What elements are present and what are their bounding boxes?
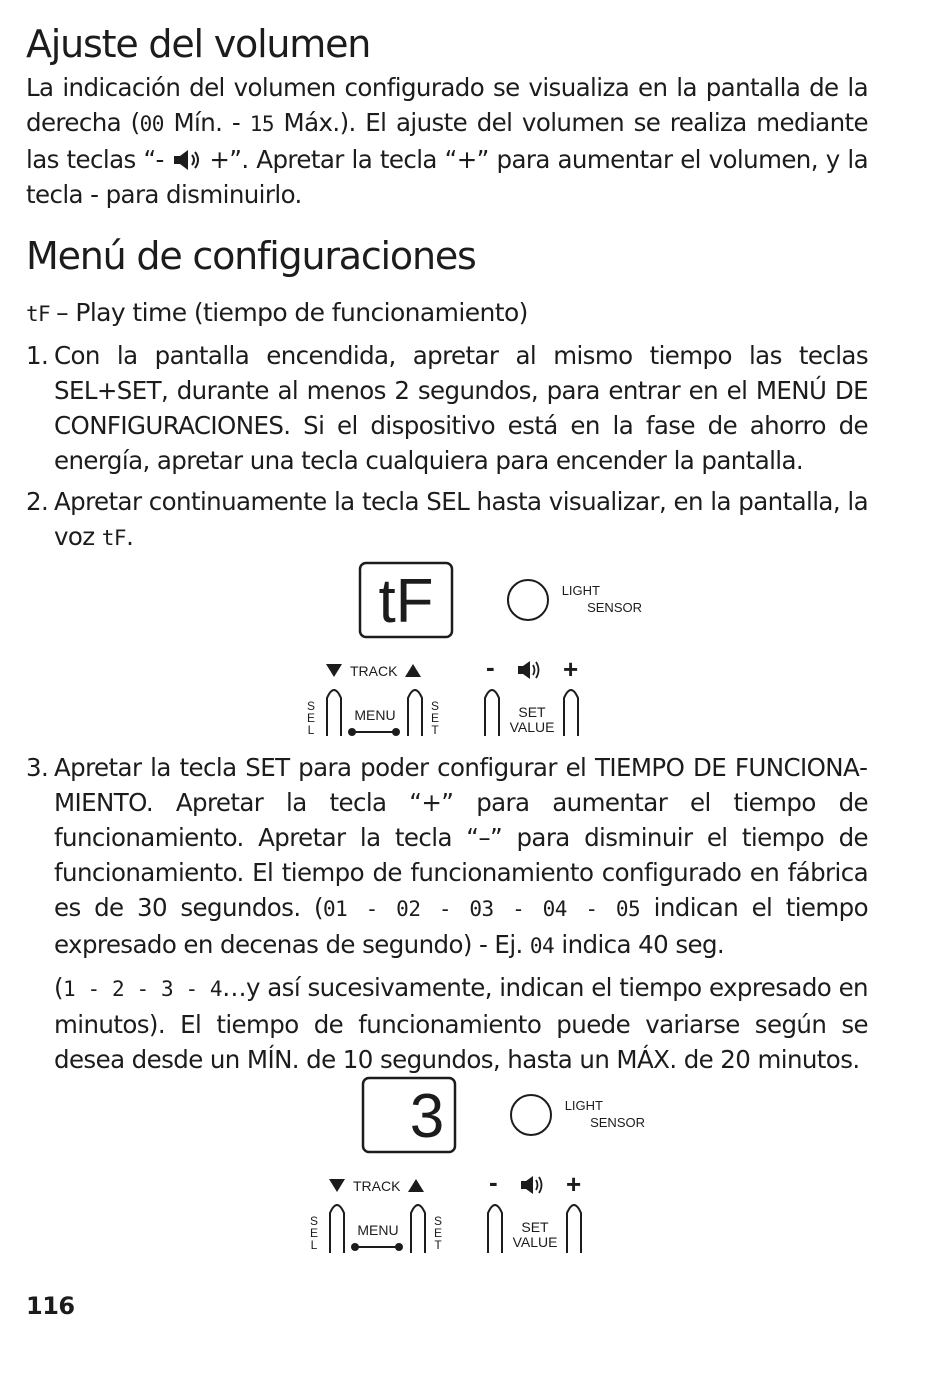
minus-label: -: [486, 652, 495, 682]
light-sensor-icon: [511, 1095, 551, 1135]
arrow-up-icon: [405, 664, 421, 677]
svg-text:S: S: [430, 699, 440, 713]
set-key[interactable]: [408, 690, 422, 736]
set-value-label: VALUE: [509, 719, 555, 735]
steps-list-a: [26, 338, 868, 556]
speaker-icon: [518, 661, 539, 679]
plus-key[interactable]: [567, 1205, 581, 1253]
plus-label: +: [563, 654, 579, 684]
arrow-down-icon: [329, 1179, 345, 1192]
minus-label: -: [489, 1167, 498, 1197]
steps-list-b: [26, 750, 868, 1077]
svg-text:T: T: [431, 723, 439, 737]
set-key[interactable]: [411, 1205, 425, 1253]
light-sensor-label: LIGHT: [561, 583, 600, 598]
set-value-label: SET: [521, 1219, 549, 1235]
menu-connector-dot: [395, 1243, 403, 1251]
lcd-code-max: 15: [249, 112, 274, 136]
track-label: TRACK: [353, 1178, 401, 1194]
arrow-up-icon: [408, 1179, 424, 1192]
svg-text:E: E: [309, 1226, 319, 1240]
sel-key[interactable]: [327, 690, 341, 736]
menu-connector-dot: [348, 728, 356, 736]
svg-text:E: E: [430, 711, 440, 725]
minus-key[interactable]: [485, 690, 499, 736]
svg-text:S: S: [306, 699, 316, 713]
lcd-codes-decades: 01 - 02 - 03 - 04 - 05: [322, 897, 641, 921]
subheading-play-time: tF – Play time (tiempo de funcionamiento): [26, 298, 528, 327]
light-sensor-icon: [508, 580, 548, 620]
svg-text:L: L: [307, 723, 315, 737]
set-value-label: SET: [518, 704, 546, 720]
set-key-label: [431, 699, 439, 737]
svg-text:E: E: [306, 711, 316, 725]
control-panel-figure-2: [284, 1075, 645, 1257]
plus-label: +: [566, 1169, 582, 1199]
menu-connector-dot: [351, 1243, 359, 1251]
sel-key-label: [307, 699, 315, 737]
lcd-code-min: 00: [139, 112, 164, 136]
control-panel-figure-1: [281, 560, 642, 740]
lcd-display-value: 3: [409, 1082, 445, 1151]
list-item: 2. Apretar continuamente la tecla SEL hasta visualizar, en la pantalla, la voz tF.: [26, 487, 868, 551]
light-sensor-label: LIGHT: [564, 1098, 603, 1113]
speaker-icon: [521, 1176, 542, 1194]
svg-text:E: E: [433, 1226, 443, 1240]
menu-label: MENU: [357, 1222, 399, 1238]
svg-text:T: T: [434, 1238, 442, 1252]
track-label: TRACK: [350, 663, 398, 679]
arrow-down-icon: [326, 664, 342, 677]
light-sensor-label: SENSOR: [587, 600, 642, 615]
menu-label: MENU: [354, 707, 396, 723]
list-item: 3. Apretar la tecla SET para poder configurar el TIEMPO DE FUNCIONAMIENTO. Apretar la tecla “+” para aumentar el tiempo de funcionamiento. Apretar la tecla “–” para disminuir el tiempo de funcionamiento. El tiempo de funcionamiento configurado en fábrica es de 30 segundos. (01 - 02 - 03 - 04 - 05 indican el tiempo expresado en decenas de segundo) - Ej. 04 indica 40 seg.: [26, 753, 868, 959]
lcd-display-value: tF: [378, 567, 434, 636]
speaker-icon: [172, 149, 202, 171]
svg-text:L: L: [310, 1238, 318, 1252]
volume-paragraph: La indicación del volumen configurado se visualiza en la pantalla de la derecha (00 Mín. - 15 Máx.). El ajuste del volumen se realiza mediante las teclas “- +”. Apretar la tecla “+” para aumentar el volumen, y la tecla - para disminuirlo.: [26, 73, 868, 209]
svg-text:S: S: [433, 1214, 443, 1228]
lcd-code-tf: tF: [101, 526, 127, 550]
list-item: (1 - 2 - 3 - 4…y así sucesivamente, indican el tiempo expresado en minutos). El tiempo de funcionamiento puede variarse según se desea desde un MÍN. de 10 segundos, hasta un MÁX. de 20 minutos.: [54, 973, 868, 1074]
sel-key[interactable]: [330, 1205, 344, 1253]
section-title-volume: Ajuste del volumen: [26, 22, 371, 66]
plus-key[interactable]: [564, 690, 578, 736]
lcd-codes-minutes: 1 - 2 - 3 - 4: [62, 977, 223, 1001]
svg-text:S: S: [309, 1214, 319, 1228]
list-item: 1. Con la pantalla encendida, apretar al mismo tiempo las teclas SEL+SET, durante al menos 2 segundos, para entrar en el MENÚ DE CONFIGURACIONES. Si el dispositivo está en la fase de ahorro de energía, apretar una tecla cualquiera para encender la pantalla.: [26, 341, 868, 475]
sel-key-label: [310, 1214, 318, 1252]
menu-connector-dot: [392, 728, 400, 736]
minus-key[interactable]: [488, 1205, 502, 1253]
section-title-config-menu: Menú de configuraciones: [26, 234, 476, 278]
lcd-code-example: 04: [529, 934, 555, 958]
light-sensor-label: SENSOR: [590, 1115, 645, 1130]
set-value-label: VALUE: [512, 1234, 558, 1250]
lcd-code-tf: tF: [26, 302, 51, 326]
set-key-label: [434, 1214, 442, 1252]
page-number: 116: [26, 1292, 75, 1320]
